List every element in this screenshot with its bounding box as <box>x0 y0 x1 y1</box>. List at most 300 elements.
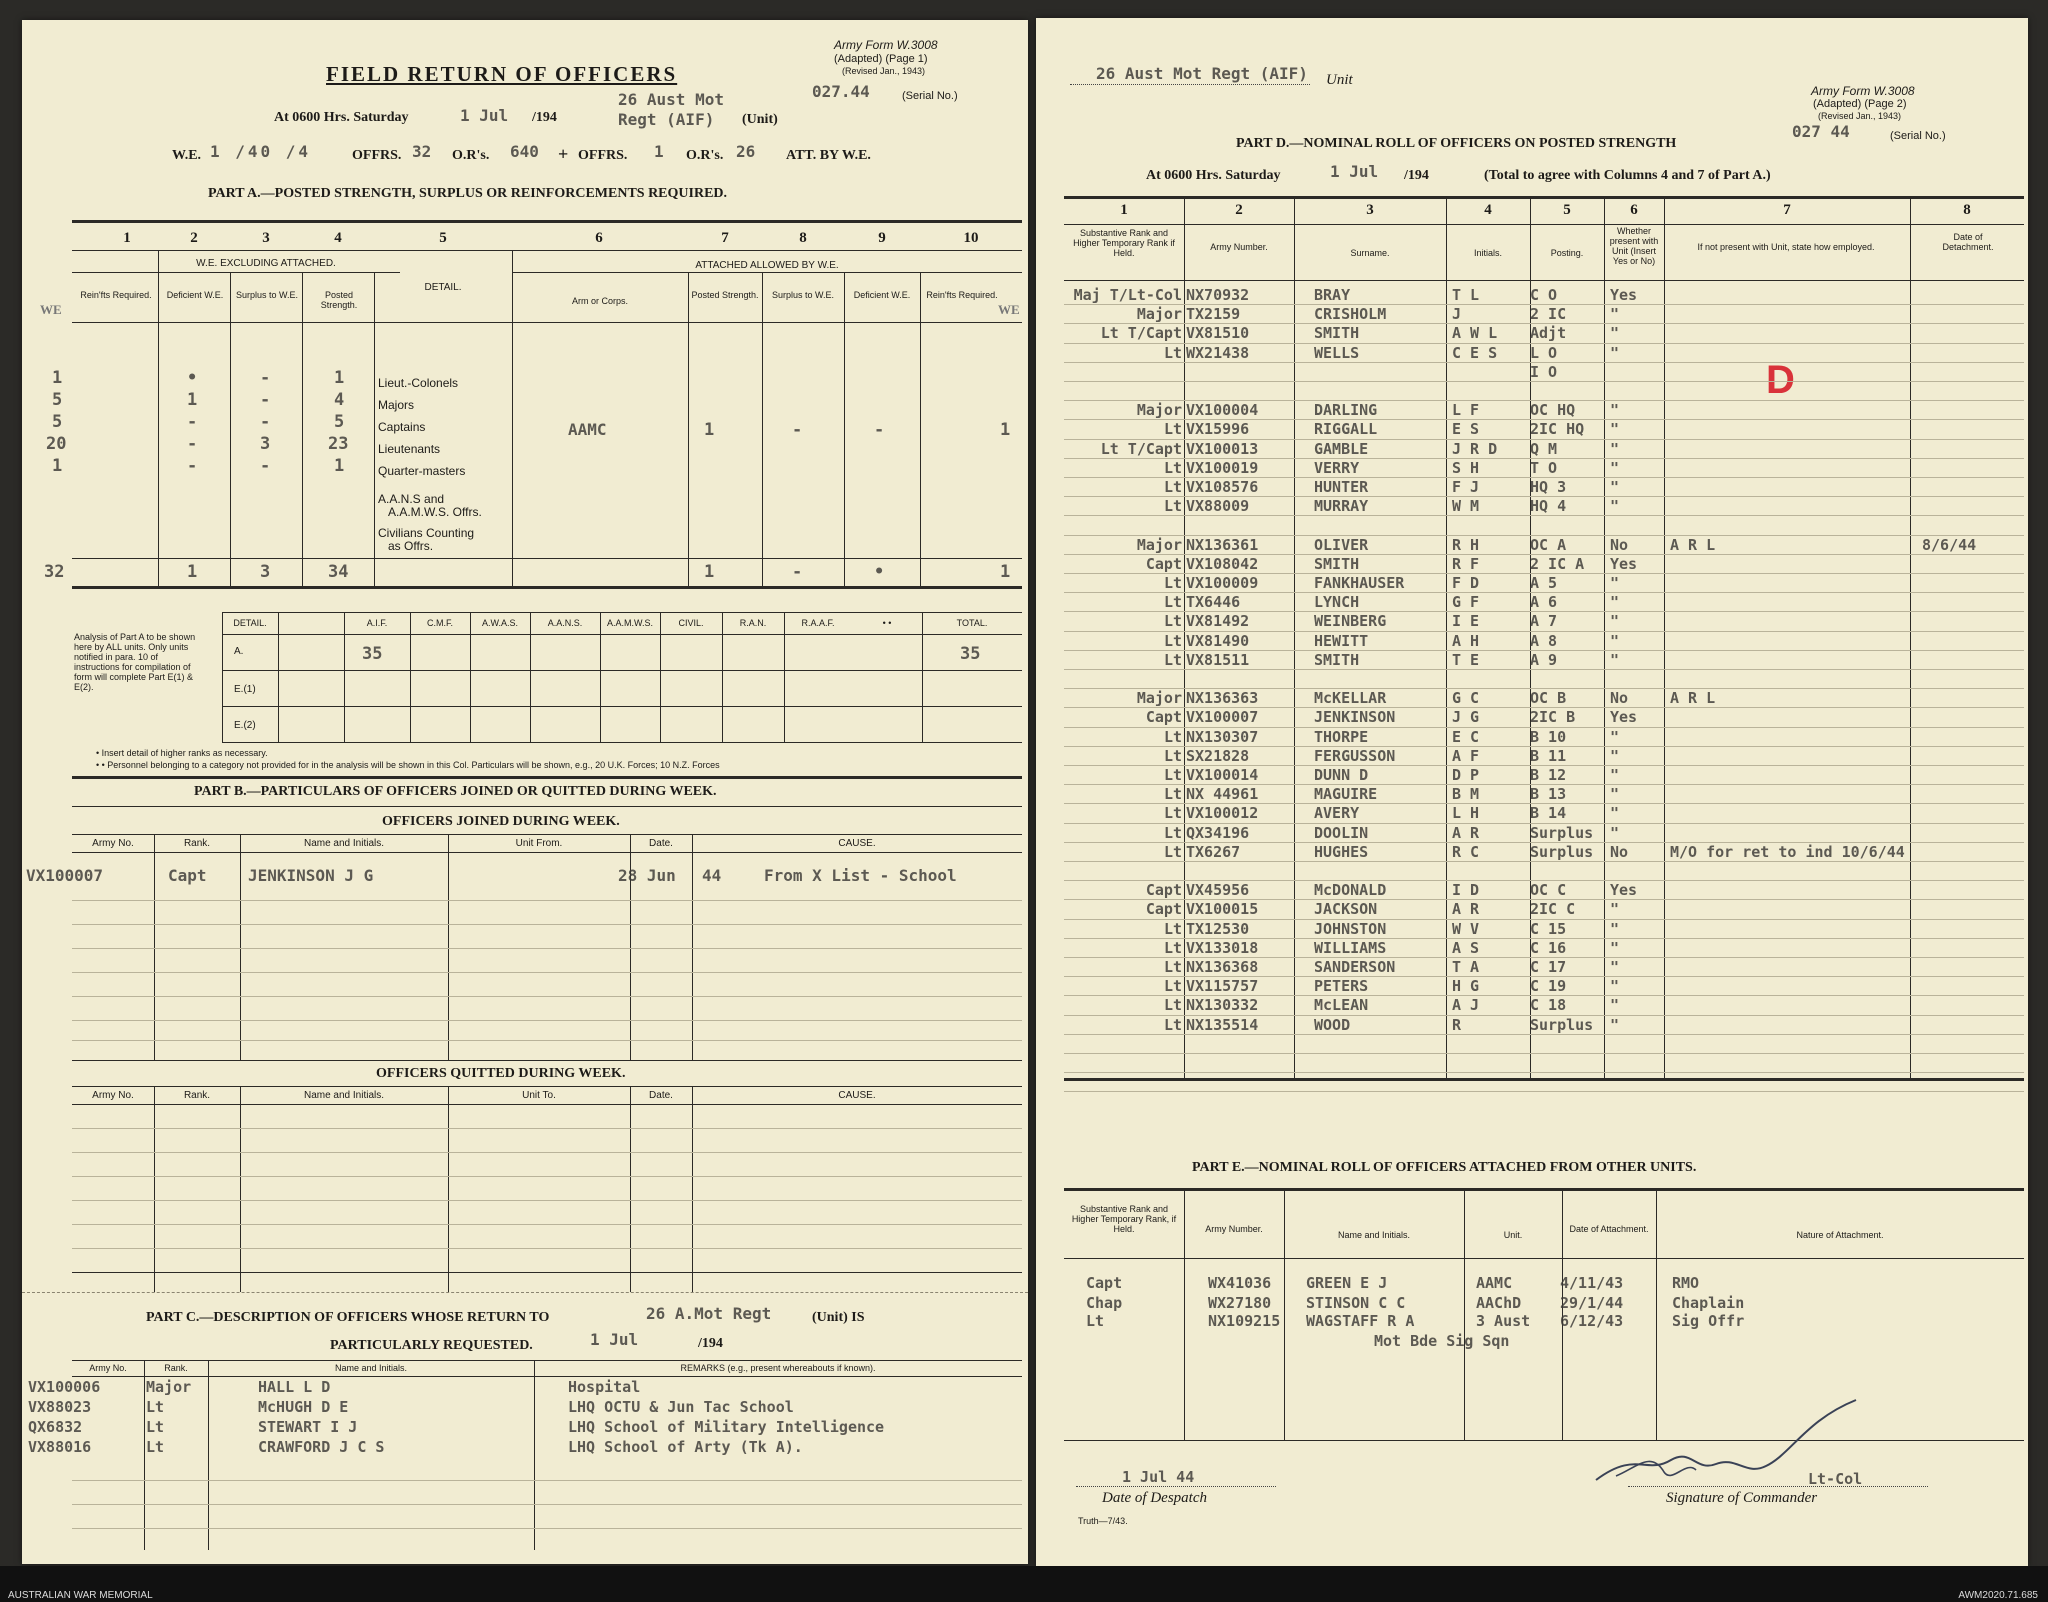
reinfts-required: 1 <box>52 368 63 388</box>
roll-post: B 13 <box>1530 785 1567 804</box>
serial-value: 027 44 <box>1792 122 1850 141</box>
roll-init: I E <box>1452 612 1480 631</box>
roll-army: VX100015 <box>1186 900 1259 919</box>
analysis-row-a: A. <box>234 646 244 657</box>
attached-allowed-header: ATTACHED ALLOWED BY W.E. <box>695 260 839 271</box>
roll-post: A 7 <box>1530 612 1558 631</box>
e-rank: Chap <box>1086 1294 1123 1312</box>
roll-row <box>1036 497 2028 516</box>
at-label: At 0600 Hrs. Saturday <box>1146 168 1281 183</box>
roll-rank: Major <box>1136 535 1182 554</box>
roll-row <box>1036 708 2028 727</box>
e-h-rank: Substantive Rank and Higher Temporary Rank, if Held. <box>1071 1204 1177 1234</box>
e-nature: Sig Offr <box>1672 1312 1745 1330</box>
detail-civilians-2: as Offrs. <box>388 539 434 553</box>
surplus-we: - <box>260 390 271 410</box>
roll-rank: Capt <box>1145 881 1182 900</box>
roll-pres: " <box>1610 401 1620 420</box>
roll-army: TX12530 <box>1186 919 1250 938</box>
e-unit: AAMC <box>1476 1274 1513 1292</box>
d-col-5: 5 <box>1563 202 1571 218</box>
roll-init: B M <box>1452 785 1480 804</box>
roll-row <box>1036 900 2028 919</box>
roll-pres: " <box>1610 458 1620 477</box>
part-c-name: McHUGH D E <box>258 1398 349 1416</box>
roll-row <box>1036 766 2028 785</box>
roll-surname: LYNCH <box>1314 593 1360 612</box>
part-a-title: PART A.—POSTED STRENGTH, SURPLUS OR REINFORCEMENTS REQUIRED. <box>208 186 728 201</box>
surplus-we: - <box>260 412 271 432</box>
roll-army: VX81511 <box>1186 650 1250 669</box>
roll-rank: Major <box>1136 401 1182 420</box>
roll-init: J <box>1452 305 1462 324</box>
roll-row <box>1036 516 2028 535</box>
roll-post: 2 IC <box>1530 305 1567 324</box>
roll-pres: " <box>1610 727 1620 746</box>
printer-mark: Truth—7/43. <box>1078 1516 1128 1526</box>
roll-post: L O <box>1530 343 1558 362</box>
total-posted: 34 <box>328 562 349 582</box>
analysis-h-aans: A.A.N.S. <box>547 618 583 628</box>
roll-rank: Lt <box>1163 458 1182 477</box>
posted-strength: 23 <box>328 434 349 454</box>
roll-army: VX100014 <box>1186 766 1259 784</box>
sub-header-9: Deficient W.E. <box>853 290 911 300</box>
e-unit: AAChD <box>1476 1294 1522 1312</box>
e-name: WAGSTAFF R A <box>1306 1312 1415 1330</box>
roll-pres: No <box>1610 842 1629 861</box>
despatch-date: 1 Jul 44 <box>1122 1468 1195 1486</box>
part-c-rank: Lt <box>146 1398 165 1416</box>
roll-pres: " <box>1610 766 1620 784</box>
roll-init: E C <box>1452 727 1480 746</box>
e-name: GREEN E J <box>1306 1274 1388 1292</box>
roll-init: E S <box>1452 420 1480 439</box>
roll-row <box>1036 804 2028 823</box>
roll-row <box>1036 958 2028 977</box>
roll-rank: Lt <box>1163 842 1182 861</box>
roll-post: A 8 <box>1530 631 1558 650</box>
roll-pres: " <box>1610 612 1620 631</box>
detail-label: Majors <box>378 398 415 412</box>
total-deficient: 1 <box>187 562 198 582</box>
at-date: 1 Jul <box>1330 162 1379 181</box>
footer-left: AUSTRALIAN WAR MEMORIAL <box>8 1590 153 1601</box>
roll-pres: " <box>1610 938 1620 957</box>
joined-h-army: Army No. <box>92 838 134 849</box>
roll-army: VX100007 <box>1186 708 1259 727</box>
roll-post: C 16 <box>1530 938 1567 957</box>
roll-row <box>1036 459 2028 478</box>
roll-pres: No <box>1610 689 1629 708</box>
roll-init: L H <box>1452 804 1480 823</box>
detail-aans-1: A.A.N.S and <box>378 492 445 506</box>
quitted-h-army: Army No. <box>92 1090 134 1101</box>
analysis-h-cmf: C.M.F. <box>427 618 453 628</box>
roll-post: C 15 <box>1530 919 1567 938</box>
att-arm-corps: AAMC <box>568 420 607 439</box>
roll-pres: " <box>1610 343 1620 362</box>
roll-post: OC HQ <box>1530 401 1576 420</box>
roll-army: VX115757 <box>1186 977 1259 996</box>
d-h-date: Date of Detachment. <box>1942 232 1994 252</box>
roll-surname: FERGUSSON <box>1314 746 1396 765</box>
col-num-6: 6 <box>595 230 603 246</box>
roll-init: A R <box>1452 900 1480 919</box>
roll-surname: SMITH <box>1314 554 1360 573</box>
d-col-7: 7 <box>1783 202 1791 218</box>
roll-post: OC A <box>1530 535 1567 554</box>
roll-row <box>1036 939 2028 958</box>
d-h-employed: If not present with Unit, state how employed. <box>1697 242 1875 252</box>
part-c-unit: 26 A.Mot Regt <box>646 1304 772 1323</box>
roll-rank: Major <box>1136 689 1182 708</box>
d-col-2: 2 <box>1235 202 1243 218</box>
part-c-row <box>22 1398 1028 1418</box>
offrs2-label: OFFRS. <box>578 148 628 163</box>
part-c-h-army: Army No. <box>89 1363 127 1373</box>
red-d-mark: D <box>1766 358 1795 402</box>
roll-surname: HEWITT <box>1314 631 1369 650</box>
quitted-h-date: Date. <box>649 1090 673 1101</box>
e-army: NX109215 <box>1208 1312 1281 1330</box>
at-year: /194 <box>532 110 557 125</box>
part-a-row <box>22 390 1028 412</box>
part-d-title: PART D.—NOMINAL ROLL OF OFFICERS ON POSTED STRENGTH <box>1236 136 1677 151</box>
roll-post: B 14 <box>1530 804 1567 823</box>
part-c-line2: PARTICULARLY REQUESTED. <box>330 1338 533 1353</box>
roll-surname: DUNN D <box>1314 766 1369 784</box>
e-unit: 3 Aust <box>1476 1312 1531 1330</box>
roll-surname: BRAY <box>1314 286 1351 304</box>
roll-init: G F <box>1452 593 1480 612</box>
col-num-8: 8 <box>799 230 807 246</box>
part-c-remark: LHQ School of Arty (Tk A). <box>568 1438 803 1456</box>
roll-rank: Capt <box>1145 900 1182 919</box>
total-att-posted: 1 <box>704 562 715 582</box>
roll-pres: " <box>1610 593 1620 612</box>
roll-row <box>1036 1016 2028 1035</box>
form-revised: (Revised Jan., 1943) <box>1818 111 1902 121</box>
roll-pres: " <box>1610 823 1620 842</box>
roll-rank: Lt <box>1163 727 1182 746</box>
part-c-h-remarks: REMARKS (e.g., present whereabouts if known). <box>680 1363 876 1373</box>
roll-rank: Lt <box>1163 938 1182 957</box>
part-c-row <box>22 1418 1028 1438</box>
roll-surname: VERRY <box>1314 458 1360 477</box>
roll-army: VX108576 <box>1186 478 1259 496</box>
roll-emp: M/O for ret to ind 10/6/44 <box>1670 842 1905 861</box>
quitted-h-name: Name and Initials. <box>303 1090 385 1101</box>
unit-line1: 26 Aust Mot <box>618 90 724 109</box>
part-a-row <box>22 456 1028 478</box>
detail-label: Captains <box>378 420 426 434</box>
roll-surname: DARLING <box>1314 401 1378 420</box>
roll-row <box>1036 862 2028 881</box>
roll-surname: DOOLIN <box>1314 823 1369 842</box>
detail-aans-2: A.A.M.W.S. Offrs. <box>388 505 482 519</box>
roll-pres: " <box>1610 977 1620 996</box>
d-col-8: 8 <box>1963 202 1971 218</box>
d-col-6: 6 <box>1630 202 1638 218</box>
posted-strength: 4 <box>334 390 345 410</box>
roll-rank: Lt <box>1163 919 1182 938</box>
offrs-value: 32 <box>412 142 432 161</box>
part-c-army: QX6832 <box>28 1418 83 1436</box>
roll-post: I O <box>1530 362 1558 381</box>
roll-post: 2 IC A <box>1530 554 1585 573</box>
roll-surname: McLEAN <box>1314 996 1369 1015</box>
roll-army: VX100019 <box>1186 458 1259 477</box>
e-extra-unit: Mot Bde Sig Sqn <box>1374 1332 1510 1350</box>
part-c-name: STEWART I J <box>258 1418 358 1436</box>
page-title: FIELD RETURN OF OFFICERS <box>326 62 678 86</box>
roll-pres: " <box>1610 324 1620 343</box>
d-h-army: Army Number. <box>1210 242 1268 252</box>
roll-post: HQ 4 <box>1530 497 1567 516</box>
roll-init: A S <box>1452 938 1480 957</box>
part-c-army: VX100006 <box>28 1378 101 1396</box>
roll-army: TX6446 <box>1186 593 1241 612</box>
roll-rank: Capt <box>1145 554 1182 573</box>
roll-post: T O <box>1530 458 1558 477</box>
roll-row <box>1036 785 2028 804</box>
roll-pres: " <box>1610 420 1620 439</box>
d-h-posting: Posting. <box>1550 248 1584 258</box>
part-c-year: /194 <box>698 1336 723 1351</box>
roll-init: W M <box>1452 497 1480 516</box>
roll-emp: A R L <box>1670 535 1716 554</box>
roll-surname: McDONALD <box>1314 881 1387 900</box>
e-name: STINSON C C <box>1306 1294 1406 1312</box>
roll-row <box>1036 977 2028 996</box>
roll-rank: Lt <box>1163 1015 1182 1034</box>
col-num-5: 5 <box>439 230 447 246</box>
roll-army: VX100009 <box>1186 574 1259 592</box>
roll-init: L F <box>1452 401 1480 420</box>
e-nature: RMO <box>1672 1274 1700 1292</box>
we-margin-right: WE <box>998 302 1020 317</box>
roll-row <box>1036 920 2028 939</box>
part-c-army: VX88023 <box>28 1398 92 1416</box>
ors-label: O.R's. <box>452 148 490 163</box>
roll-rank: Lt <box>1163 612 1182 631</box>
roll-surname: HUNTER <box>1314 478 1369 496</box>
roll-pres: Yes <box>1610 708 1638 727</box>
roll-rank: Lt <box>1163 746 1182 765</box>
detail-header: DETAIL. <box>424 282 462 293</box>
joined-date: 28 Jun <box>618 866 676 885</box>
roll-pres: " <box>1610 439 1620 458</box>
offrs-label: OFFRS. <box>352 148 402 163</box>
roll-rank: Lt T/Capt <box>1100 324 1182 343</box>
roll-army: NX130332 <box>1186 996 1259 1015</box>
sub-header-10: Rein'fts Required. <box>926 290 998 300</box>
roll-pres: " <box>1610 1015 1620 1034</box>
joined-year: 44 <box>702 866 722 885</box>
roll-pres: " <box>1610 574 1620 592</box>
roll-row <box>1036 344 2028 363</box>
deficient-we: • <box>187 368 198 388</box>
joined-title: OFFICERS JOINED DURING WEEK. <box>382 814 620 829</box>
roll-post: A 9 <box>1530 650 1558 669</box>
deficient-we: - <box>187 456 198 476</box>
roll-init: G C <box>1452 689 1480 708</box>
roll-row <box>1036 881 2028 900</box>
form-adapted: (Adapted) (Page 1) <box>834 53 928 65</box>
part-e-title: PART E.—NOMINAL ROLL OF OFFICERS ATTACHED FROM OTHER UNITS. <box>1192 1160 1697 1175</box>
deficient-we: 1 <box>187 390 198 410</box>
roll-init: F D <box>1452 574 1480 592</box>
roll-pres: No <box>1610 535 1629 554</box>
roll-pres: Yes <box>1610 554 1638 573</box>
roll-army: VX81492 <box>1186 612 1250 631</box>
roll-init: J R D <box>1452 439 1498 458</box>
roll-init: R C <box>1452 842 1480 861</box>
roll-rank: Lt <box>1163 478 1182 496</box>
roll-post: A 5 <box>1530 574 1558 592</box>
sub-header-2: Deficient W.E. <box>166 290 224 300</box>
roll-init: D P <box>1452 766 1480 784</box>
roll-post: Surplus <box>1530 1015 1594 1034</box>
att-posted: 1 <box>704 420 715 440</box>
roll-rank: Lt <box>1163 958 1182 976</box>
roll-init: A F <box>1452 746 1480 765</box>
joined-h-rank: Rank. <box>183 838 211 849</box>
joined-h-date: Date. <box>649 838 673 849</box>
roll-init: F J <box>1452 478 1480 496</box>
analysis-h-ran: R.A.N. <box>739 618 767 628</box>
roll-pres: Yes <box>1610 881 1638 900</box>
roll-row <box>1036 574 2028 593</box>
roll-pres: " <box>1610 305 1620 324</box>
roll-post: 2IC B <box>1530 708 1576 727</box>
roll-surname: McKELLAR <box>1314 689 1387 708</box>
joined-h-unit: Unit From. <box>515 838 563 849</box>
roll-init: W V <box>1452 919 1480 938</box>
roll-pres: " <box>1610 478 1620 496</box>
analysis-h-raaf: R.A.A.F. <box>801 618 835 628</box>
roll-init: T E <box>1452 650 1480 669</box>
roll-surname: MAGUIRE <box>1314 785 1378 804</box>
roll-surname: AVERY <box>1314 804 1360 823</box>
col-num-9: 9 <box>878 230 886 246</box>
roll-rank: Lt <box>1163 650 1182 669</box>
footer-right: AWM2020.71.685 <box>1958 1590 2038 1601</box>
roll-army: NX136361 <box>1186 535 1259 554</box>
part-e-row <box>1036 1274 2028 1294</box>
quitted-h-unit: Unit To. <box>522 1090 556 1101</box>
ors2-label: O.R's. <box>686 148 724 163</box>
roll-surname: JENKINSON <box>1314 708 1396 727</box>
roll-row <box>1036 996 2028 1015</box>
e-h-army: Army Number. <box>1205 1224 1263 1234</box>
analysis-h-aif: A.I.F. <box>366 618 388 628</box>
d-h-rank: Substantive Rank and Higher Temporary Rank if Held. <box>1073 228 1175 258</box>
part-c-rank: Major <box>146 1378 192 1396</box>
footnote-2: • • Personnel belonging to a category not provided for in the analysis will be shown in this Col. Particulars will be shown, e.g., 20 U.K. Forces; 10 N.Z. Forces <box>96 760 720 770</box>
roll-pres: " <box>1610 996 1620 1015</box>
unit-label: Unit <box>1326 72 1353 88</box>
d-h-initials: Initials. <box>1473 248 1502 258</box>
roll-init: R F <box>1452 554 1480 573</box>
part-c-unit-label: (Unit) IS <box>812 1310 865 1325</box>
part-c-name: HALL L D <box>258 1378 331 1396</box>
sub-header-6: Arm or Corps. <box>571 296 628 306</box>
roll-surname: PETERS <box>1314 977 1369 996</box>
e-date: 29/1/44 <box>1560 1294 1624 1312</box>
part-c-army: VX88016 <box>28 1438 92 1456</box>
roll-post: Q M <box>1530 439 1558 458</box>
roll-init: T A <box>1452 958 1480 976</box>
col-num-3: 3 <box>262 230 270 246</box>
roll-row <box>1036 286 2028 305</box>
analysis-h-awas: A.W.A.S. <box>481 618 518 628</box>
roll-pres: " <box>1610 804 1620 823</box>
roll-row <box>1036 843 2028 862</box>
part-c-remark: LHQ OCTU & Jun Tac School <box>568 1398 794 1416</box>
roll-army: VX15996 <box>1186 420 1250 439</box>
form-revised: (Revised Jan., 1943) <box>842 66 926 76</box>
roll-pres: " <box>1610 631 1620 650</box>
part-c-remark: Hospital <box>568 1378 641 1396</box>
footnote-1: • Insert detail of higher ranks as necessary. <box>96 748 268 758</box>
detail-label: Quarter-masters <box>378 464 466 478</box>
sub-header-1: Rein'fts Required. <box>80 290 152 300</box>
roll-rank: Lt <box>1163 823 1182 842</box>
roll-date: 8/6/44 <box>1922 535 1977 554</box>
total-reinfts: 32 <box>44 562 65 582</box>
part-c-rank: Lt <box>146 1438 165 1456</box>
total-att-reinfts: 1 <box>1000 562 1011 582</box>
e-h-name: Name and Initials. <box>1337 1230 1411 1240</box>
joined-row <box>22 866 1028 888</box>
analysis-aif-value: 35 <box>362 644 383 664</box>
att-deficient: - <box>874 420 885 440</box>
surplus-we: 3 <box>260 434 271 454</box>
roll-post: 2IC C <box>1530 900 1576 919</box>
roll-army: VX88009 <box>1186 497 1250 516</box>
roll-rank: Lt <box>1163 631 1182 650</box>
roll-surname: SANDERSON <box>1314 958 1396 976</box>
roll-init: R <box>1452 1015 1462 1034</box>
roll-post: B 12 <box>1530 766 1567 784</box>
roll-surname: GAMBLE <box>1314 439 1369 458</box>
form-adapted: (Adapted) (Page 2) <box>1813 98 1907 110</box>
form-number: Army Form W.3008 <box>1811 84 1915 98</box>
col-num-4: 4 <box>334 230 342 246</box>
roll-surname: WILLIAMS <box>1314 938 1387 957</box>
joined-name: JENKINSON J G <box>248 866 374 885</box>
offrs2-value: 1 <box>654 142 664 161</box>
we-margin-left: WE <box>40 302 62 317</box>
roll-row <box>1036 728 2028 747</box>
posted-strength: 1 <box>334 368 345 388</box>
roll-rank: Lt <box>1163 977 1182 996</box>
roll-row <box>1036 440 2028 459</box>
archive-footer <box>0 1566 2048 1602</box>
roll-post: C 18 <box>1530 996 1567 1015</box>
reinfts-required: 5 <box>52 412 63 432</box>
roll-surname: THORPE <box>1314 727 1369 746</box>
roll-army: SX21828 <box>1186 746 1250 765</box>
roll-army: TX6267 <box>1186 842 1241 861</box>
roll-post: 2IC HQ <box>1530 420 1585 439</box>
ors2-value: 26 <box>736 142 756 161</box>
posted-strength: 5 <box>334 412 345 432</box>
roll-post: A 6 <box>1530 593 1558 612</box>
roll-surname: MURRAY <box>1314 497 1369 516</box>
